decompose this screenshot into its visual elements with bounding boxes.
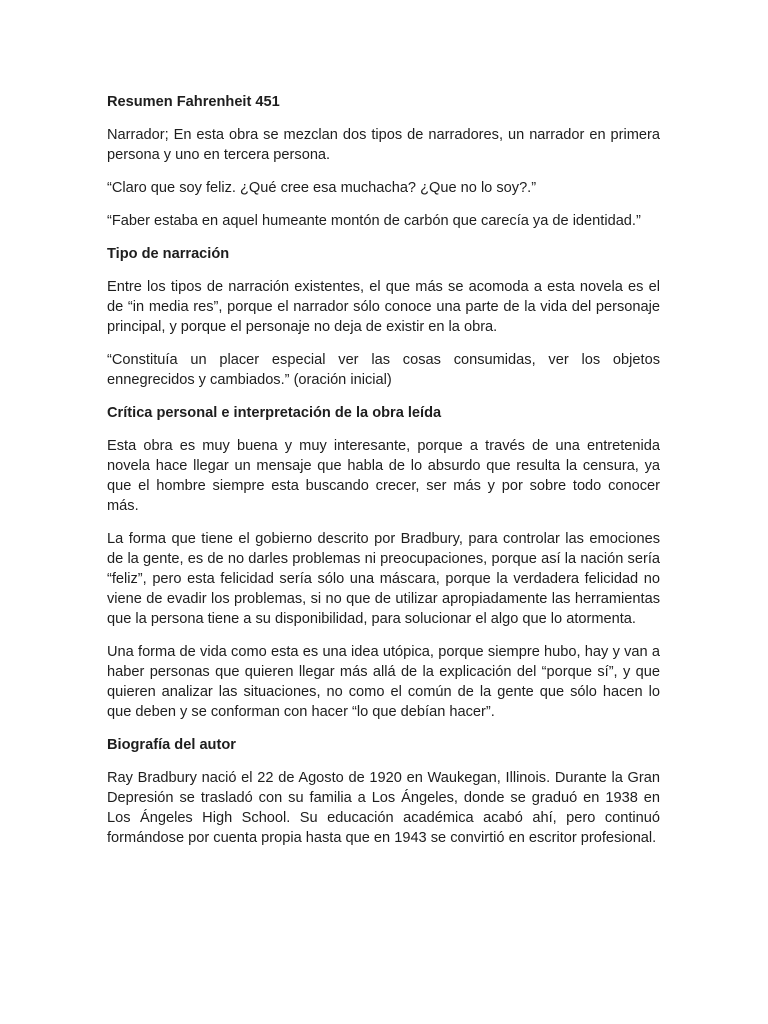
narracion-paragraph: Entre los tipos de narración existentes, el que más se acomoda a esta novela es el de “in media res”, porque el narrador sólo conoce una parte de la vida del personaje principal, y porque el personaje no deja de existir en la obra. bbox=[107, 279, 660, 335]
narracion-quote: “Constituía un placer especial ver las cosas consumidas, ver los objetos ennegrecidos y cambiados.” (oración inicial) bbox=[107, 352, 660, 388]
narrador-paragraph: Narrador; En esta obra se mezclan dos tipos de narradores, un narrador en primera persona y uno en tercera persona. bbox=[107, 127, 660, 163]
document-title: Resumen Fahrenheit 451 bbox=[107, 94, 280, 110]
critica-paragraph-3: Una forma de vida como esta es una idea utópica, porque siempre hubo, hay y van a haber personas que quieren llegar más allá de la explicación del “porque sí”, y que quieren analizar las situaciones, no como el común de la gente que sólo hacen lo que deben y se conforman con hacer “lo que debían hacer”. bbox=[107, 644, 660, 720]
section-heading-narracion: Tipo de narración bbox=[107, 246, 230, 262]
section-heading-critica: Crítica personal e interpretación de la obra leída bbox=[107, 405, 442, 421]
biografia-paragraph: Ray Bradbury nació el 22 de Agosto de 1920 en Waukegan, Illinois. Durante la Gran Depresión se trasladó con su familia a Los Ángeles, donde se graduó en 1938 en Los Ángeles High School. Su educación académica acabó ahí, pero continuó formándose por cuenta propia hasta que en 1943 se convirtió en escritor profesional. bbox=[107, 770, 660, 846]
critica-paragraph-2: La forma que tiene el gobierno descrito por Bradbury, para controlar las emociones de la gente, es de no darles problemas ni preocupaciones, porque así la nación sería “feliz”, pero esta felicidad sería sólo una máscara, porque la verdadera felicidad no viene de evadir los problemas, si no que de utilizar apropiadamente las herramientas que la persona tiene a su disponibilidad, para solucionar el algo que lo atormenta. bbox=[107, 531, 660, 627]
quote-1: “Claro que soy feliz. ¿Qué cree esa muchacha? ¿Que no lo soy?.” bbox=[107, 180, 537, 196]
document-page bbox=[107, 92, 660, 848]
section-heading-biografia: Biografía del autor bbox=[107, 737, 236, 753]
quote-2: “Faber estaba en aquel humeante montón de carbón que carecía ya de identidad.” bbox=[107, 213, 641, 229]
critica-paragraph-1: Esta obra es muy buena y muy interesante, porque a través de una entretenida novela hace llegar un mensaje que habla de lo absurdo que resulta la censura, ya que el hombre siempre esta buscando crecer, ser más y por sobre todo conocer más. bbox=[107, 438, 660, 514]
